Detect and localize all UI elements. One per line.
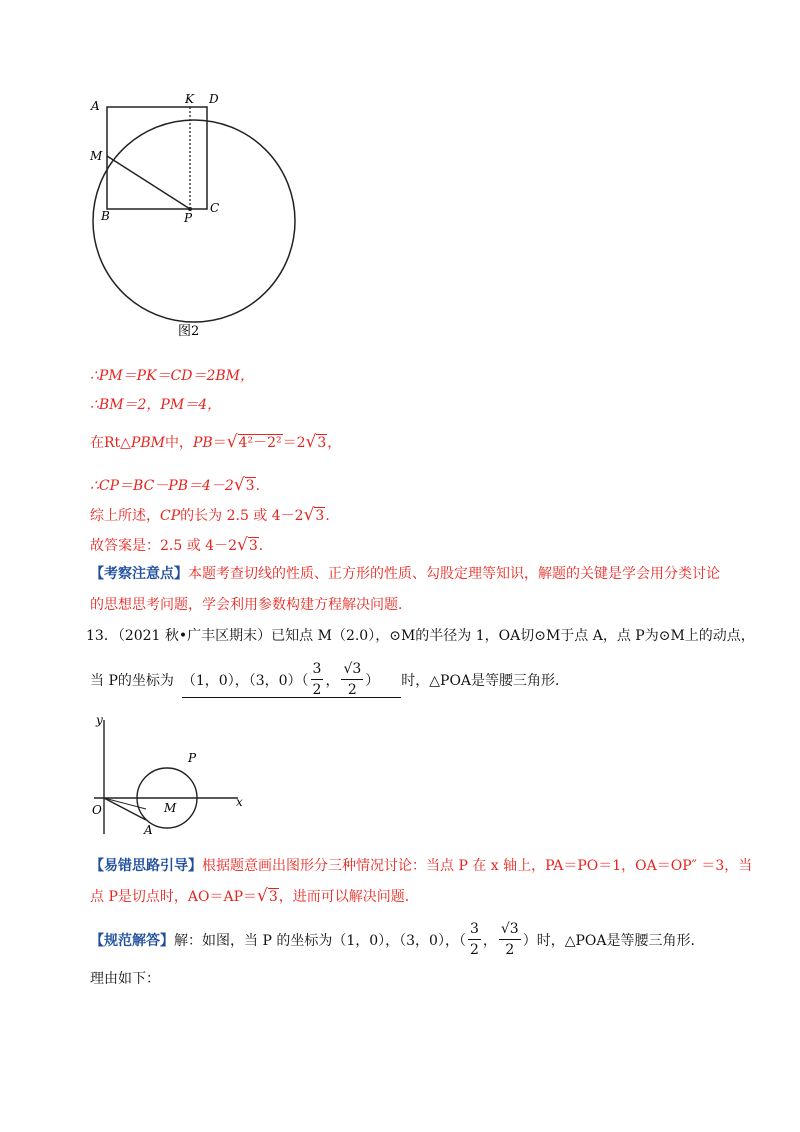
line3-end: ， [327, 435, 342, 451]
answer-post: ）时，△POA是等腰三角形． [522, 932, 705, 949]
note-attention [90, 563, 720, 583]
sqrt-result-radicand: 3 [317, 435, 327, 451]
answer-blank [182, 662, 401, 698]
label-a13: A [144, 823, 153, 837]
line3-mid: 中， [164, 435, 193, 451]
answer-frac-2 [499, 922, 521, 957]
answer-tag: 【规范解答】 [90, 932, 174, 949]
line5-cp: CP [160, 508, 181, 524]
line6-pre: 故答案是：2.5 或 4－2 [90, 538, 237, 554]
label-m13: M [164, 801, 177, 815]
question-pre: 当 P的坐标为 [90, 673, 174, 689]
label-p: P [184, 211, 193, 225]
line3-pbm: PBM [130, 435, 165, 451]
hint-text2-post: ，进而可以解决问题． [278, 889, 419, 905]
label-k: K [185, 92, 194, 106]
frac1-num: 3 [311, 662, 324, 680]
line5-end: ． [325, 508, 340, 524]
sqrt-result: √3 [305, 432, 327, 452]
hint-text1: 根据题意画出图形分三种情况讨论：当点 P 在 x 轴上，PA＝PO＝1，OA＝OP″ ＝3，当 [202, 858, 753, 874]
label-d: D [209, 92, 219, 106]
answer-frac2-num: √3 [499, 922, 521, 940]
sqrt-hint: √3 [257, 886, 278, 906]
answer-frac1-num: 3 [468, 922, 481, 940]
line6-end: ． [258, 538, 273, 554]
answer-close: ） [365, 672, 380, 689]
label-c: C [210, 201, 220, 215]
figure-13 [88, 712, 258, 840]
answer-comma: ， [325, 672, 340, 689]
solution-line-2 [90, 394, 221, 414]
line6-radicand: 3 [248, 538, 258, 554]
label-b: B [101, 209, 110, 223]
solution-line-4 [90, 475, 270, 495]
square-abcd [107, 107, 207, 209]
answer-pre: 解：如图，当 P 的坐标为（1，0），（3，0），（ [174, 932, 466, 949]
note-attention-tag: 【考察注意点】 [90, 566, 188, 582]
line3-result: ＝2 [282, 435, 306, 451]
answer-frac1-den: 2 [469, 942, 479, 958]
segment-oa-inner [104, 798, 146, 809]
answer-blank-a: （1，0），（3，0）（ [181, 672, 309, 689]
answer-line [90, 922, 704, 957]
label-a: A [91, 99, 100, 113]
hint-tag: 【易错思路引导】 [90, 858, 202, 874]
solution-line-1: ∴PM＝PK＝CD＝2BM， [90, 368, 255, 384]
line5-radicand: 3 [315, 508, 325, 524]
answer-comma-2: ， [482, 932, 497, 949]
label-y: y [96, 713, 103, 727]
frac1-den: 2 [312, 682, 322, 698]
answer-frac-1 [468, 922, 481, 957]
solution-line-2-text: ∴BM＝2，PM＝4， [90, 397, 222, 413]
label-x: x [236, 795, 243, 809]
hint-line-2 [90, 886, 419, 906]
solution-line-5 [90, 505, 339, 525]
hint-text2-pre: 点 P是切点时，AO＝AP＝ [90, 889, 257, 905]
hint-line-1 [90, 855, 752, 875]
answer-reason: 理由如下： [90, 971, 160, 987]
line4-pre: ∴CP＝BC－PB＝4－2 [90, 478, 234, 494]
circle-outline [93, 120, 295, 322]
frac2-den: 2 [347, 682, 357, 698]
segment-mp [107, 156, 190, 209]
figure-2 [80, 90, 310, 350]
question-post: 时，△POA是等腰三角形． [401, 673, 570, 689]
answer-fraction-2 [341, 662, 363, 697]
line4-radicand: 3 [245, 478, 255, 494]
solution-line-6 [90, 535, 273, 555]
hint-radicand: 3 [268, 889, 278, 905]
sqrt-radicand: 4²－2² [238, 435, 282, 451]
note-attention-text1: 本题考查切线的性质、正方形的性质、勾股定理等知识，解题的关键是学会用分类讨论 [188, 566, 720, 582]
problem-13 [86, 625, 755, 645]
note-attention-line2: 的思想思考问题，学会利用参数构建方程解决问题． [90, 597, 412, 613]
problem-text: （2021 秋•广丰区期末）已知点 M（2.0），⊙M的半径为 1，OA切⊙M于点 A，点 P为⊙M上的动点， [117, 628, 755, 644]
sqrt-line4: √3 [233, 475, 255, 495]
line5-mid: 的长为 2.5 或 4－2 [180, 508, 304, 524]
label-p13: P [188, 751, 197, 765]
problem-number: 13． [86, 628, 118, 644]
answer-frac2-den: 2 [505, 942, 515, 958]
figure-caption: 图2 [178, 324, 200, 339]
label-m: M [90, 149, 103, 163]
answer-fraction-1 [311, 662, 324, 697]
label-o: O [92, 803, 102, 817]
line3-pb: PB [192, 435, 213, 451]
sqrt-line5: √3 [303, 505, 325, 525]
sqrt-expression: √4²－2² [226, 432, 282, 452]
problem-13-question [90, 662, 569, 698]
line4-end: ． [255, 478, 270, 494]
solution-line-3 [90, 432, 341, 452]
sqrt-line6: √3 [236, 535, 258, 555]
line5-pre: 综上所述， [90, 508, 160, 524]
line3-pre: 在Rt△ [90, 435, 131, 451]
line3-eq: ＝ [212, 435, 227, 451]
frac2-num: √3 [341, 662, 363, 680]
